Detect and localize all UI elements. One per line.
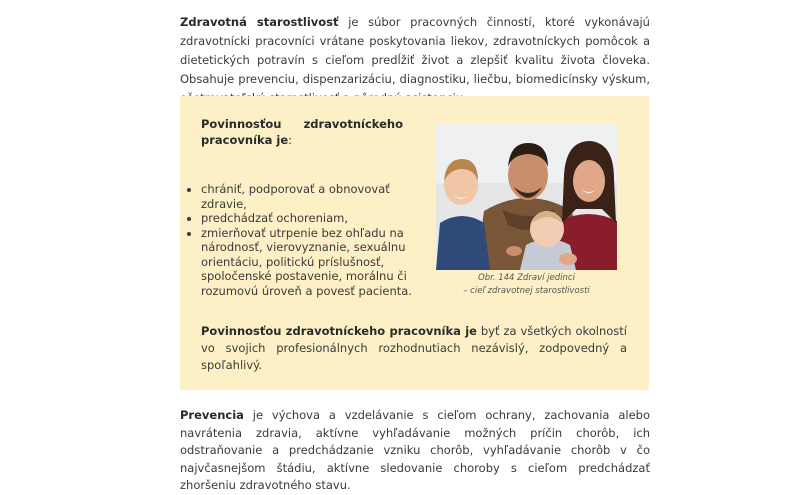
heading-word-1: Povinnosťou [201,117,282,131]
prevention-term: Prevencia [180,408,244,422]
duty-paragraph [201,323,627,374]
intro-paragraph [180,13,650,108]
duty-term: Povinnosťou zdravotníckeho pracovníka je [201,324,477,338]
family-photo [436,123,617,270]
duties-heading [201,116,403,148]
heading-word-3: pracovníka je [201,133,289,147]
caption-line-2: – cieľ zdravotnej starostlivosti [463,286,590,296]
heading-word-2: zdravotníckeho [303,117,403,131]
heading-colon: : [288,133,293,147]
intro-term: Zdravotná starostlivosť [180,15,339,29]
caption-line-1: Obr. 144 Zdraví jedinci [478,273,575,283]
duty-item: • zmierňovať utrpenie bez ohľadu na národnosť, vierovyznanie, sexuálnu orientáciu, politickú príslušnosť, spoločenské postavenie, morálnu či rozumovú úroveň a povesť pacienta. [201,226,416,299]
duty-item: • chrániť, podporovať a obnovovať zdravie, [201,182,416,211]
photo-caption [436,272,617,298]
duty-text: byť za všetkých okolností vo svojich profesionálnych rozhodnutiach nezávislý, zodpovedný a spoľahlivý. [201,324,628,372]
duties-box [180,96,649,390]
family-photo-illustration [436,123,617,270]
prevention-text: je výchova a vzdelávanie s cieľom ochrany, zachovania alebo navrátenia zdravia, aktívne vyhľadávanie možných príčin chorôb, ich odstraňovanie a predchádzanie vzniku chorôb, vyhľadávanie chorôb v čo najvčasnejšom štádiu, aktívne sledovanie choroby s cieľom predchádzať zhoršeniu zdravotného stavu. [180,408,650,492]
prevention-paragraph [180,407,650,495]
intro-text: je súbor pracovných činností, ktoré vykonávajú zdravotnícki pracovníci vrátane poskytovania liekov, zdravotníckych pomôcok a dietetických potravín s cieľom predĺžiť život a zlepšiť kvalitu života človeka. Obsahuje prevenciu, dispenzarizáciu, diagnostiku, liečbu, biomedicínsky výskum, [180,15,650,86]
duties-list [189,182,416,298]
duty-item: • predchádzať ochoreniam, [201,211,416,226]
